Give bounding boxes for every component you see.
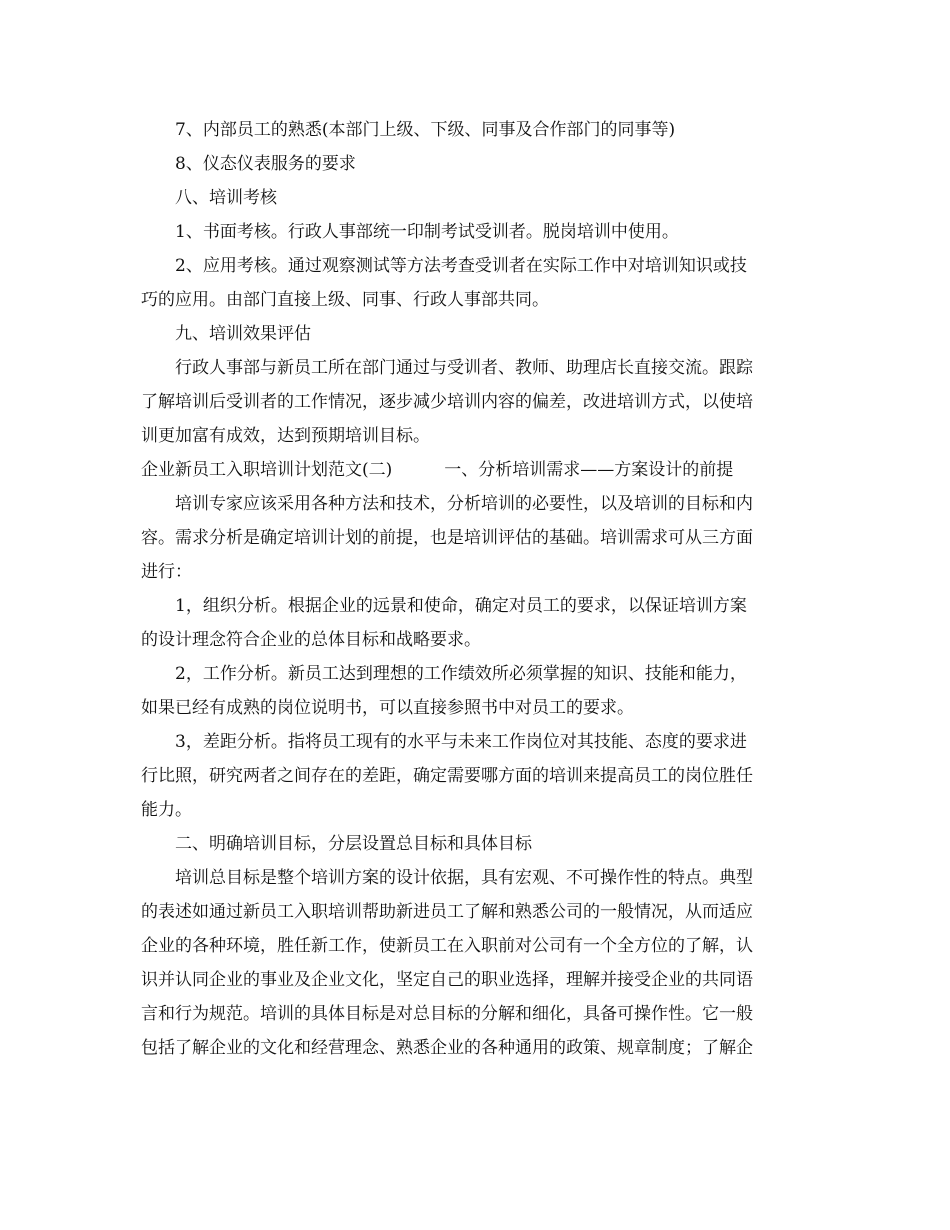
paragraph-line: 包括了解企业的文化和经营理念、熟悉企业的各种通用的政策、规章制度；了解企 [141, 1038, 753, 1058]
paragraph-line: 1，组织分析。根据企业的远景和使命，确定对员工的要求，以保证培训方案 [175, 596, 747, 616]
paragraph-line: 能力。 [141, 800, 192, 820]
paragraph-line: 培训专家应该采用各种方法和技术，分析培训的必要性，以及培训的目标和内 [175, 494, 753, 514]
section-heading-2: 二、明确培训目标，分层设置总目标和具体目标 [175, 834, 532, 854]
section-heading-1: 一、分析培训需求——方案设计的前提 [444, 460, 734, 480]
section-heading-9: 九、培训效果评估 [175, 324, 311, 344]
paragraph-line: 培训总目标是整个培训方案的设计依据，具有宏观、不可操作性的特点。典型 [175, 868, 753, 888]
paragraph-line: 进行： [141, 562, 192, 582]
paragraph-line: 1、书面考核。行政人事部统一印制考试受训者。脱岗培训中使用。 [175, 222, 679, 242]
paragraph-line: 3，差距分析。指将员工现有的水平与未来工作岗位对其技能、态度的要求进 [175, 732, 747, 752]
paragraph-line: 2、应用考核。通过观察测试等方法考查受训者在实际工作中对培训知识或技 [175, 256, 747, 276]
paragraph-line: 巧的应用。由部门直接上级、同事、行政人事部共同。 [141, 290, 549, 310]
paragraph-line: 行比照，研究两者之间存在的差距，确定需要哪方面的培训来提高员工的岗位胜任 [141, 766, 753, 786]
paragraph-line: 的表述如通过新员工入职培训帮助新进员工了解和熟悉公司的一般情况，从而适应 [141, 902, 753, 922]
section-title-line [141, 458, 821, 482]
paragraph-line: 了解培训后受训者的工作情况，逐步减少培训内容的偏差，改进培训方式，以使培 [141, 392, 753, 412]
paragraph-line: 如果已经有成熟的岗位说明书，可以直接参照书中对员工的要求。 [141, 698, 634, 718]
list-item-7: 7、内部员工的熟悉(本部门上级、下级、同事及合作部门的同事等) [175, 120, 676, 140]
paragraph-line: 的设计理念符合企业的总体目标和战略要求。 [141, 630, 481, 650]
paragraph-line: 识并认同企业的事业及企业文化，坚定自己的职业选择，理解并接受企业的共同语 [141, 970, 753, 990]
list-item-8: 8、仪态仪表服务的要求 [175, 154, 356, 174]
document-title: 企业新员工入职培训计划范文(二) [141, 460, 393, 480]
paragraph-line: 言和行为规范。培训的具体目标是对总目标的分解和细化，具备可操作性。它一般 [141, 1004, 753, 1024]
paragraph-line: 2，工作分析。新员工达到理想的工作绩效所必须掌握的知识、技能和能力， [175, 664, 747, 684]
paragraph-line: 训更加富有成效，达到预期培训目标。 [141, 426, 430, 446]
section-heading-8: 八、培训考核 [175, 188, 277, 208]
paragraph-line: 容。需求分析是确定培训计划的前提，也是培训评估的基础。培训需求可从三方面 [141, 528, 753, 548]
paragraph-line: 企业的各种环境，胜任新工作，使新员工在入职前对公司有一个全方位的了解，认 [141, 936, 753, 956]
paragraph-line: 行政人事部与新员工所在部门通过与受训者、教师、助理店长直接交流。跟踪 [175, 358, 753, 378]
